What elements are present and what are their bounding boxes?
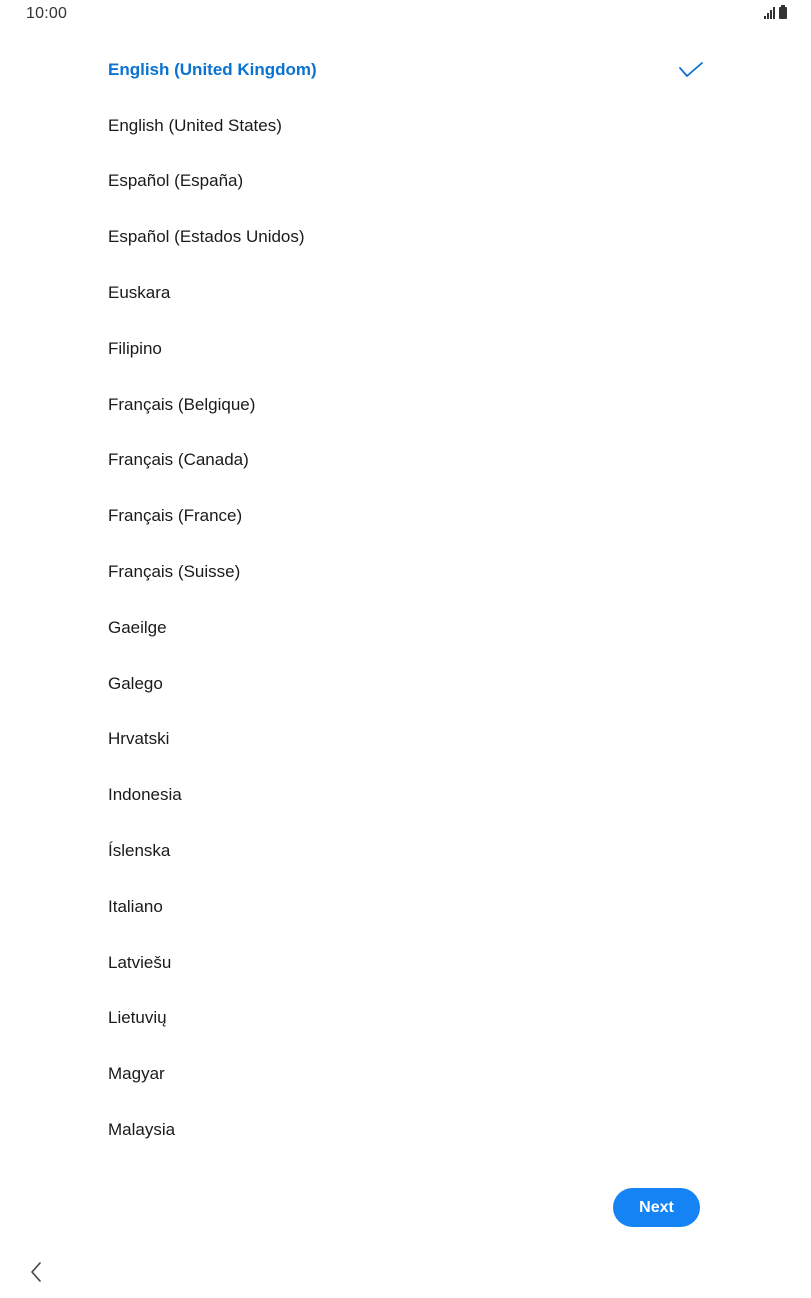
language-label: Français (Canada) <box>108 450 249 470</box>
language-label: Gaeilge <box>108 617 167 637</box>
language-item-islenska[interactable] <box>0 823 811 879</box>
language-item-italiano[interactable] <box>0 879 811 935</box>
next-button[interactable]: Next <box>613 1188 700 1227</box>
check-icon <box>679 62 703 78</box>
language-label: Français (Belgique) <box>108 394 256 414</box>
language-item-indonesia[interactable] <box>0 767 811 823</box>
language-item-latviesu[interactable] <box>0 935 811 991</box>
status-time: 10:00 <box>26 5 68 22</box>
language-label: Français (France) <box>108 506 243 526</box>
language-label: Italiano <box>108 896 163 916</box>
language-list <box>0 42 811 1158</box>
language-label: English (United Kingdom) <box>108 59 317 79</box>
language-item-francais-canada[interactable] <box>0 433 811 489</box>
language-item-galego[interactable] <box>0 656 811 712</box>
language-label: Galego <box>108 673 163 693</box>
language-label: Español (Estados Unidos) <box>108 227 305 247</box>
language-item-hrvatski[interactable] <box>0 712 811 768</box>
chevron-left-icon <box>29 1261 43 1283</box>
language-label: Indonesia <box>108 785 182 805</box>
language-label: Íslenska <box>108 841 171 861</box>
language-label: Magyar <box>108 1064 165 1084</box>
language-label: Hrvatski <box>108 729 170 749</box>
language-item-francais-suisse[interactable] <box>0 544 811 600</box>
language-item-francais-france[interactable] <box>0 488 811 544</box>
language-item-euskara[interactable] <box>0 265 811 321</box>
language-item-english-uk[interactable] <box>0 42 811 98</box>
signal-icon <box>764 7 775 19</box>
language-item-malaysia[interactable] <box>0 1102 811 1158</box>
language-item-english-us[interactable] <box>0 98 811 154</box>
status-bar <box>0 0 811 30</box>
battery-icon <box>779 7 787 19</box>
language-item-francais-belgique[interactable] <box>0 377 811 433</box>
language-label: Filipino <box>108 338 162 358</box>
language-item-magyar[interactable] <box>0 1046 811 1102</box>
language-item-lietuviu[interactable] <box>0 991 811 1047</box>
language-label: Malaysia <box>108 1120 176 1140</box>
language-item-espanol-espana[interactable] <box>0 154 811 210</box>
language-label: English (United States) <box>108 115 282 135</box>
back-button[interactable] <box>24 1260 48 1284</box>
language-label: Latviešu <box>108 952 172 972</box>
language-label: Español (España) <box>108 171 244 191</box>
language-label: Euskara <box>108 283 171 303</box>
language-item-gaeilge[interactable] <box>0 600 811 656</box>
language-label: Français (Suisse) <box>108 562 241 582</box>
status-icons <box>764 7 787 19</box>
language-label: Lietuvių <box>108 1008 167 1028</box>
language-item-espanol-estados-unidos[interactable] <box>0 209 811 265</box>
language-item-filipino[interactable] <box>0 321 811 377</box>
